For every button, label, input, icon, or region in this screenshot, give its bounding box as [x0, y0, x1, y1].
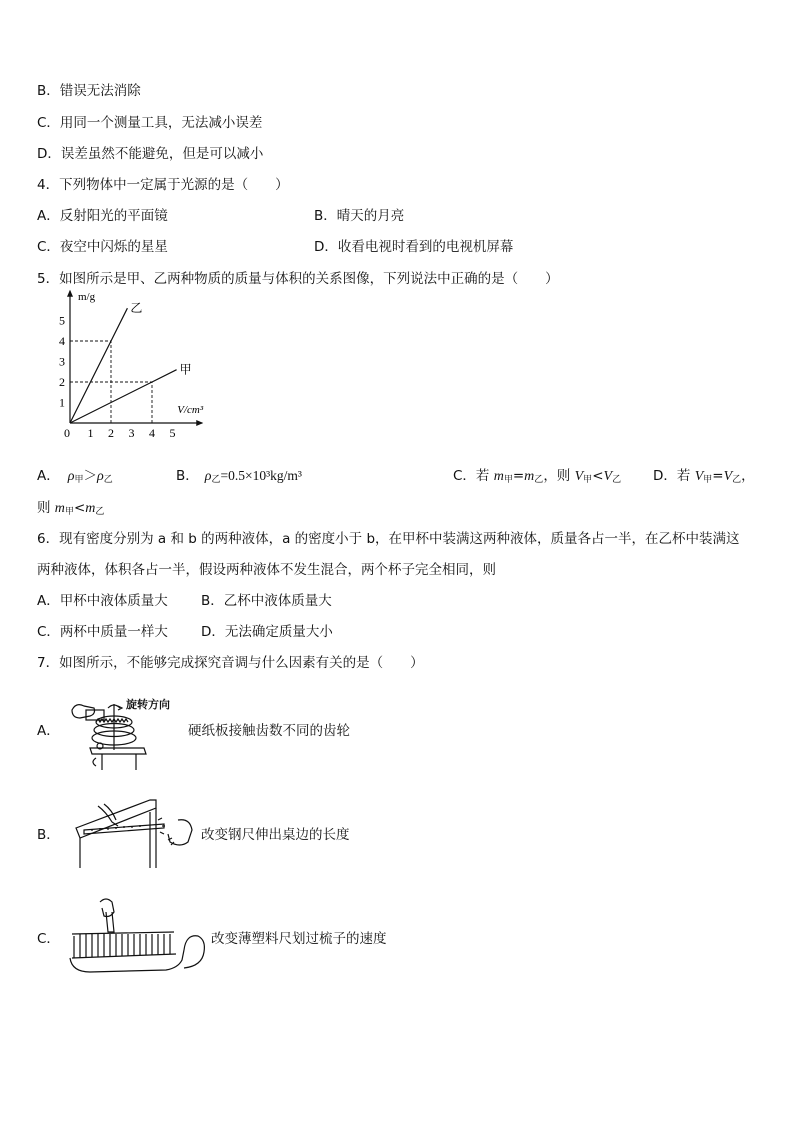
rotation-direction-label: 旋转方向	[126, 698, 170, 711]
q7-option-b-caption: 改变钢尺伸出桌边的长度	[201, 827, 350, 843]
y-tick-label: 4	[59, 334, 65, 348]
series-line	[70, 370, 177, 423]
subscript-yi: 乙	[732, 475, 742, 485]
x-tick-label: 1	[87, 426, 94, 440]
subscript-jia: 甲	[503, 475, 513, 485]
subscript-yi: 乙	[103, 475, 113, 485]
q3-option-c: C．用同一个测量工具，无法减小误差	[37, 115, 263, 131]
q5-option-d	[653, 467, 755, 489]
x-axis-label: V/cm³	[177, 404, 204, 416]
subscript-jia: 甲	[64, 507, 74, 517]
series-line	[70, 308, 127, 423]
q7-option-a-caption: 硬纸板接触齿数不同的齿轮	[188, 723, 350, 739]
x-tick-label: 4	[149, 426, 155, 440]
lt-sign: <	[592, 468, 604, 484]
q7-stem: 7．如图所示，不能够完成探究音调与什么因素有关的是（ ）	[37, 655, 424, 671]
q5-option-d-continued	[37, 499, 104, 521]
q4-stem: 4．下列物体中一定属于光源的是（ ）	[37, 177, 289, 193]
subscript-yi: 乙	[211, 474, 221, 484]
option-a-label: A．	[37, 468, 60, 484]
volume-symbol: V	[574, 469, 584, 484]
y-axis-label: m/g	[78, 290, 96, 303]
subscript-yi: 乙	[95, 507, 105, 517]
q3-option-b: B．错误无法消除	[37, 83, 141, 99]
option-d-label: D．若	[653, 468, 695, 484]
origin-label: 0	[64, 426, 70, 440]
volume-symbol: V	[603, 469, 613, 484]
then-text: ，则	[543, 468, 575, 484]
q7-option-b-label: B．	[37, 827, 60, 843]
y-tick-label: 1	[59, 395, 65, 410]
volume-symbol: V	[694, 469, 704, 484]
density-value: =0.5×10³kg/m³	[220, 468, 302, 483]
mass-symbol: m	[524, 469, 535, 484]
series-label: 甲	[179, 362, 192, 377]
q6-option-c: C．两杯中质量一样大	[37, 624, 168, 640]
option-b-label: B．	[176, 468, 199, 484]
q5-stem: 5．如图所示是甲、乙两种物质的质量与体积的关系图像，下列说法中正确的是（ ）	[37, 271, 559, 287]
y-tick-label: 5	[59, 313, 65, 328]
subscript-yi: 乙	[612, 475, 622, 485]
q4-option-a: A．反射阳光的平面镜	[37, 208, 168, 224]
mass-symbol: m	[493, 469, 504, 484]
rho-symbol: ρ	[67, 469, 75, 484]
q6-option-b: B．乙杯中液体质量大	[201, 593, 332, 609]
mass-volume-chart	[55, 290, 225, 445]
volume-symbol: V	[723, 469, 733, 484]
ruler-table-illustration	[72, 798, 200, 870]
q5-option-b	[176, 467, 302, 488]
mass-symbol: m	[54, 501, 65, 516]
q5-option-c	[453, 467, 621, 489]
gt-sign: ＞	[83, 468, 97, 484]
x-tick-label: 2	[108, 426, 114, 440]
x-tick-label: 3	[128, 426, 135, 440]
mass-symbol: m	[85, 501, 96, 516]
lt-sign: <	[73, 500, 86, 516]
equals-sign: =	[712, 468, 724, 484]
rho-symbol: ρ	[204, 469, 212, 484]
then-text: 则	[37, 500, 55, 516]
x-axis-arrow	[196, 420, 203, 426]
y-axis-arrow	[67, 290, 73, 297]
subscript-jia: 甲	[703, 475, 713, 485]
q6-stem-line1: 6．现有密度分别为 a 和 b 的两种液体，a 的密度小于 b，在甲杯中装满这两种液体，质量各占一半，在乙杯中装满这	[37, 531, 740, 547]
comma: ，	[741, 468, 755, 484]
y-tick-label: 3	[59, 354, 65, 369]
rho-symbol: ρ	[97, 469, 104, 484]
subscript-yi: 乙	[534, 475, 544, 485]
subscript-jia: 甲	[74, 475, 84, 485]
option-c-label: C．若	[453, 468, 494, 484]
q6-option-d: D．无法确定质量大小	[201, 624, 333, 640]
subscript-jia: 甲	[583, 475, 593, 485]
q5-option-a	[37, 467, 113, 489]
equals-sign: =	[512, 468, 525, 484]
gear-card-illustration	[66, 696, 192, 774]
q4-option-d: D．收看电视时看到的电视机屏幕	[314, 239, 514, 255]
y-tick-label: 2	[59, 375, 65, 389]
q6-stem-line2: 两种液体，体积各占一半，假设两种液体不发生混合，两个杯子完全相同，则	[37, 562, 496, 578]
q7-option-a-label: A．	[37, 723, 60, 739]
x-tick-label: 5	[169, 426, 176, 440]
q3-option-d: D．误差虽然不能避免，但是可以减小	[37, 146, 264, 162]
q7-option-c-caption: 改变薄塑料尺划过梳子的速度	[211, 931, 387, 947]
series-label: 乙	[130, 301, 143, 316]
q7-option-c-label: C．	[37, 931, 60, 947]
q6-option-a: A．甲杯中液体质量大	[37, 593, 168, 609]
q4-option-b: B．晴天的月亮	[314, 208, 405, 224]
comb-illustration	[66, 894, 208, 978]
q4-option-c: C．夜空中闪烁的星星	[37, 239, 168, 255]
